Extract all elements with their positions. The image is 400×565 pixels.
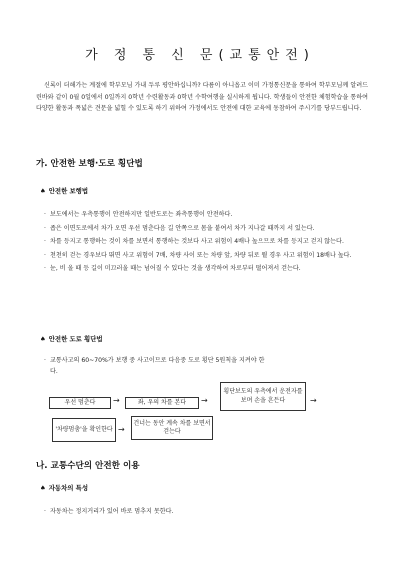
- car-subheading-label: 자동차의 특성: [48, 484, 88, 492]
- list-item: · 보도에서는 우측통행이 안전하지만 일반도로는 좌측통행이 안전하다.: [44, 209, 374, 220]
- step-confirm-box: '차량멈춤'을 확인한다: [52, 418, 116, 442]
- arrow-icon: →: [310, 396, 317, 405]
- walking-subheading: [40, 186, 88, 195]
- walking-subheading-label: 안전한 보행법: [48, 187, 88, 195]
- crossing-intro: · 교통사고의 60~70%가 보행 중 사고이므로 다음중 도로 횡단 5원칙을 지켜야 한다.: [44, 355, 270, 378]
- car-subheading: [40, 483, 88, 492]
- step-walk-box: 건너는 동안 계속 차를 보면서 걷는다: [131, 416, 213, 440]
- walking-rules-list: [44, 209, 374, 277]
- list-item: · 차를 등지고 통행하는 것이 차를 보면서 통행하는 것보다 사고 위험이 4배나 높으므로 차를 등지고 걷지 않는다.: [44, 236, 374, 247]
- step-wave-box: 횡단보도의 우측에서 운전자를 보며 손을 흔든다: [220, 382, 306, 411]
- crossing-subheading: [40, 334, 103, 343]
- intro-paragraph: 신록이 더해가는 계절에 학부모님 가내 두루 평안하십니까? 다름이 아니옵고 이미 가정통신문을 통하여 학부모님께 알려드린바와 같이 0월 0일에서 0일까지 0학년 수련활동과 0학년 수학여행을 실시하게 됩니다. 학생들이 안전한 체험학습을 통하여 다양한 활동과 폭넓은 견문을 넓힐 수 있도록 하기 위하여 가정에서도 안전에 대한 교육에 동참하여 주시기를 당부드립니다.: [36, 82, 368, 112]
- list-item: · 천천히 걷는 경우보다 뛰면 사고 위험이 7배, 차량 사이 또는 차량 앞, 차량 뒤로 뛸 경우 사고 위험이 18배나 높다.: [44, 250, 374, 261]
- arrow-icon: →: [113, 396, 120, 405]
- list-item: · 눈, 비 올 때 등 길이 미끄러울 때는 넘어질 수 있다는 것을 생각하여 차로부터 떨어져서 걷는다.: [44, 263, 374, 274]
- arrow-icon: →: [118, 425, 125, 434]
- spade-icon: ♠: [40, 335, 46, 343]
- section-a-heading: 가. 안전한 보행·도로 횡단법: [36, 159, 143, 169]
- step-look-box: 좌, 우의 차를 본다: [125, 397, 199, 409]
- arrow-icon: →: [201, 396, 208, 405]
- car-facts-list: [44, 506, 374, 520]
- crossing-subheading-label: 안전한 도로 횡단법: [48, 335, 103, 343]
- list-item: · 좁은 이면도로에서 차가 오면 우선 멈춘다음 길 안쪽으로 몸을 붙여서 차가 지나갈 때까지 서 있는다.: [44, 223, 374, 234]
- step-stop-box: 우선 멈춘다: [49, 397, 111, 409]
- document-title: 가 정 통 신 문(교통안전): [85, 48, 315, 63]
- spade-icon: ♠: [40, 484, 46, 492]
- list-item: · 자동차는 정지거리가 있어 바로 멈추지 못한다.: [44, 506, 374, 517]
- spade-icon: ♠: [40, 187, 46, 195]
- section-b-heading: 나. 교통수단의 안전한 이용: [36, 461, 140, 471]
